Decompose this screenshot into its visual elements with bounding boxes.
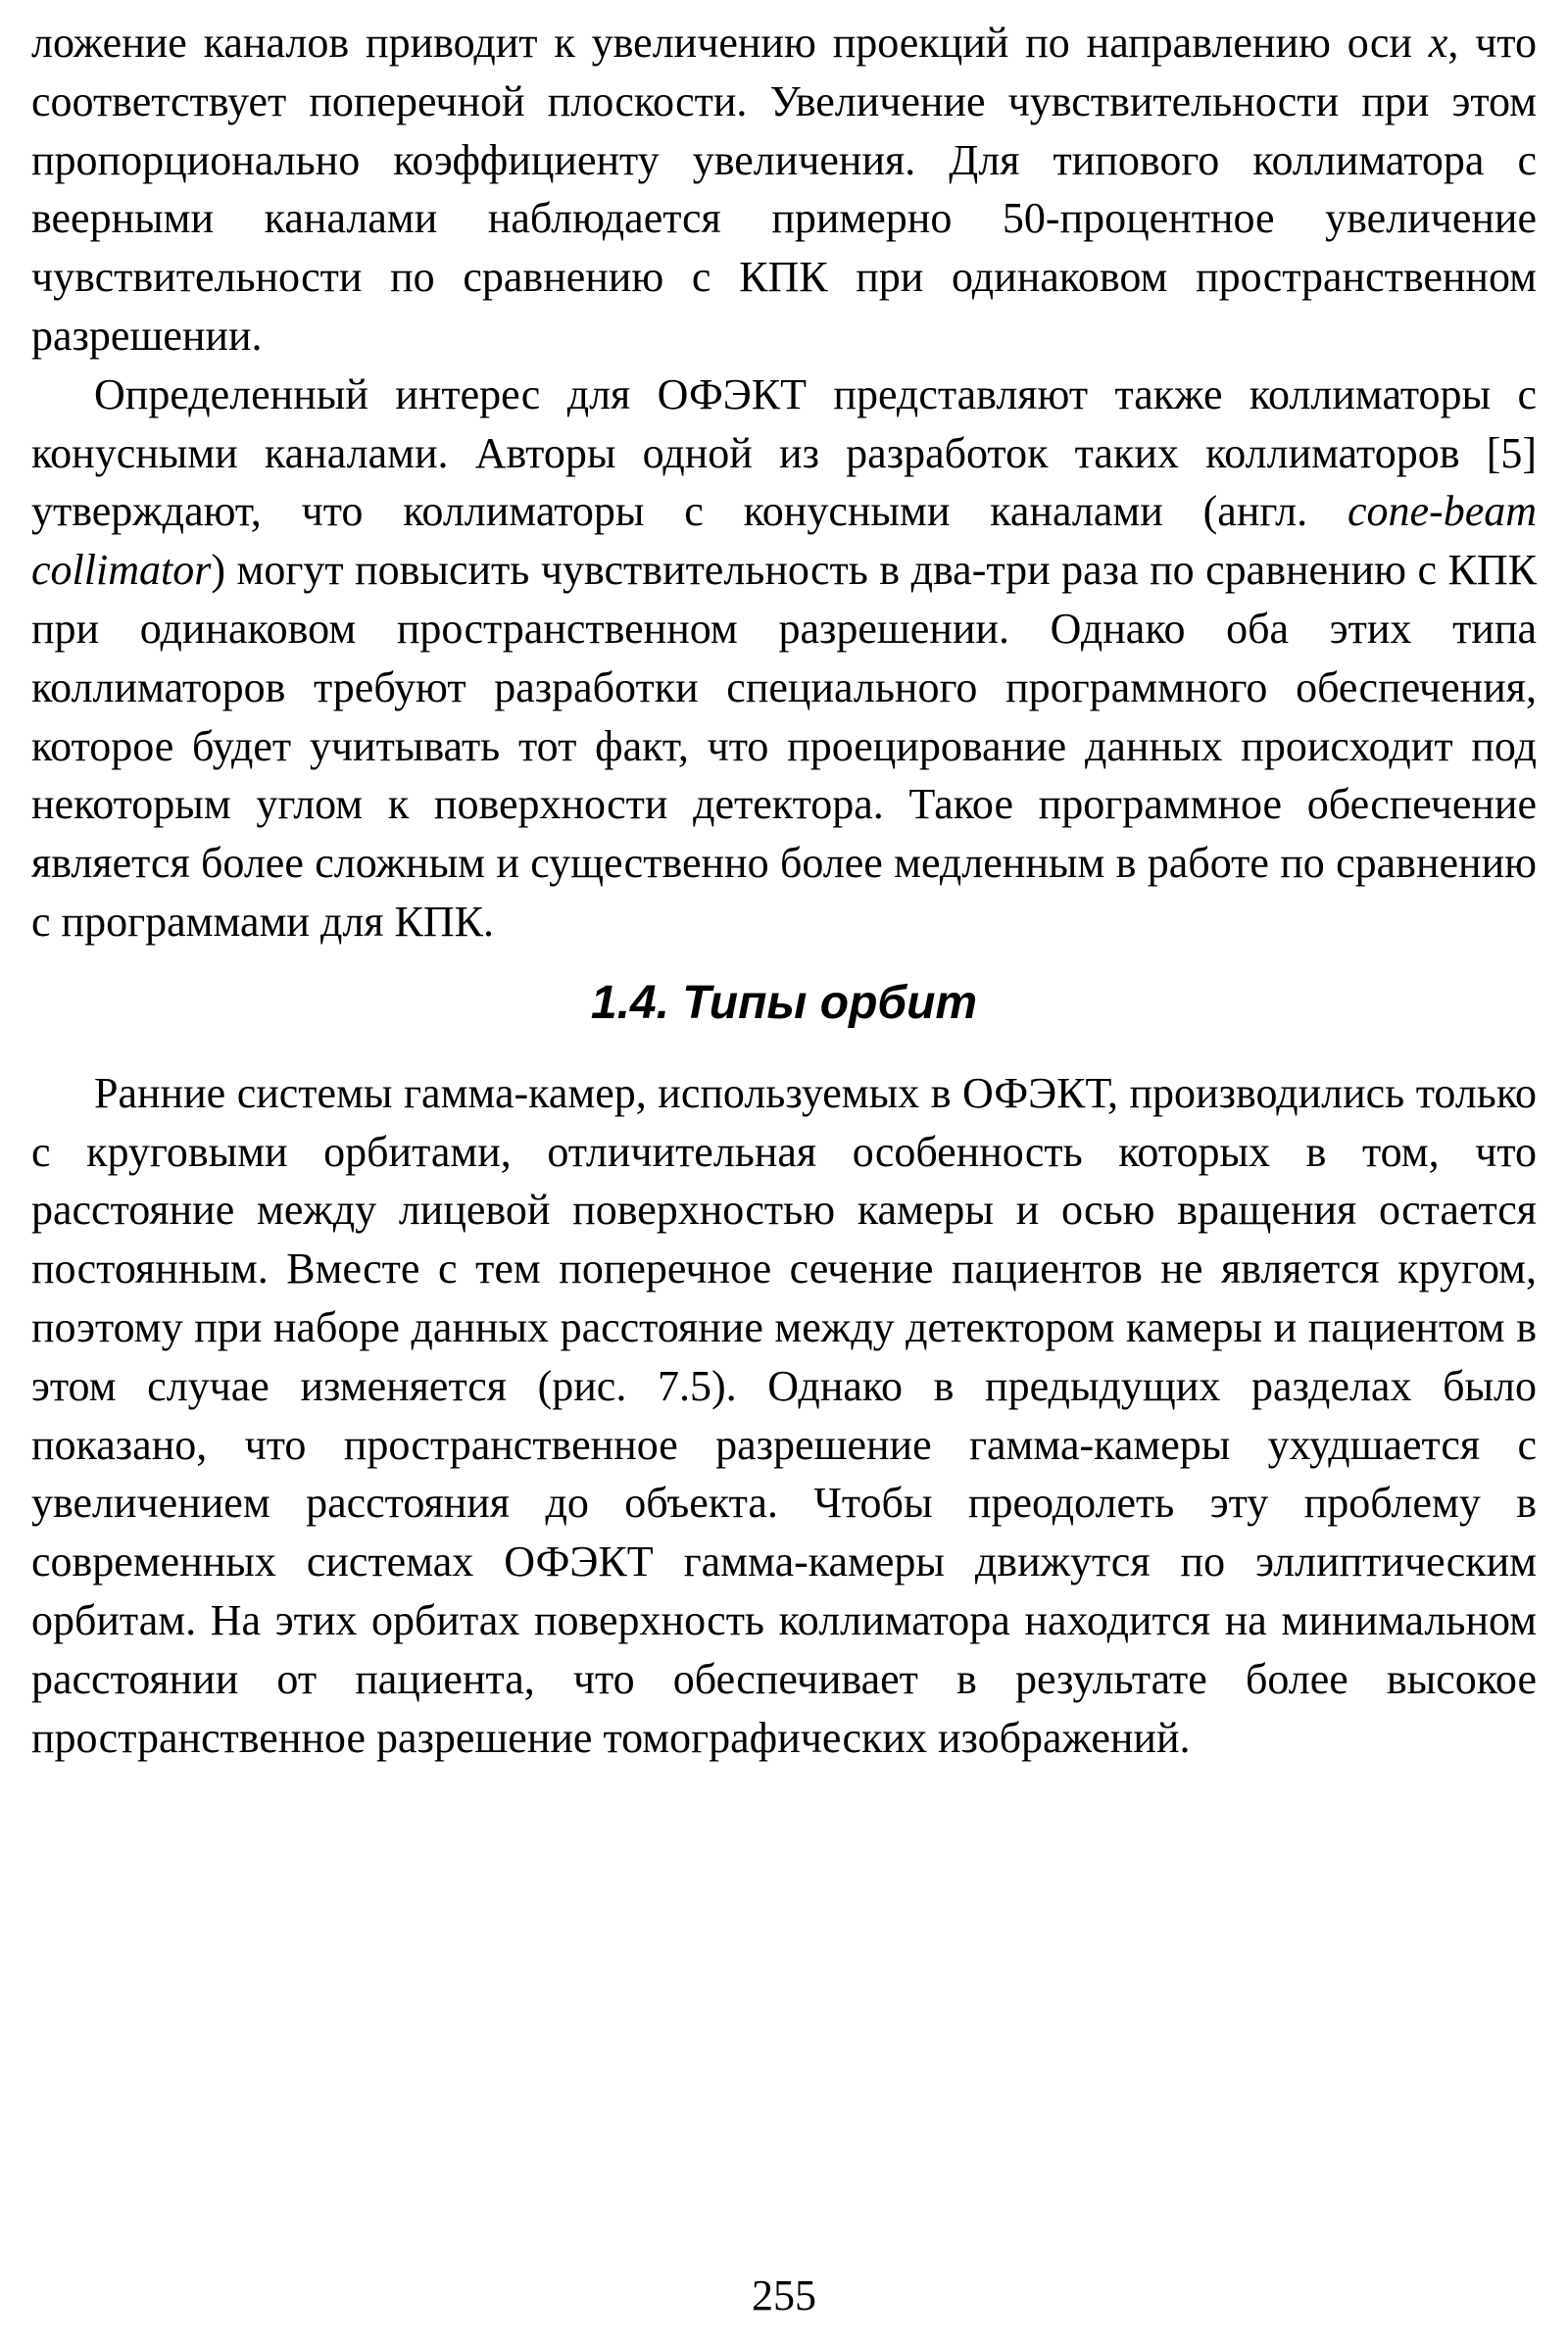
- axis-variable: x: [1428, 19, 1448, 67]
- page-number: 255: [752, 2271, 816, 2319]
- paragraph-orbits: Ранние системы гамма-камер, используемых в ОФЭКТ, производились только с круговыми орбитами, отличительная особенность которых в том, что расстояние между лицевой поверхностью камеры и осью вращения остается постоянным. Вместе с тем поперечное сечение пациентов не является кругом, поэтому при наборе данных расстояние между детектором камеры и пациентом в этом случае изменяется (рис. 7.5). Однако в предыдущих разделах было показано, что пространственное разрешение гамма-камеры ухудшается с увеличением расстояния до объекта. Чтобы преодолеть эту проблему в современных системах ОФЭКТ гамма-камеры движутся по эллиптическим орбитам. На этих орбитах поверхность коллиматора находится на минимальном расстоянии от пациента, что обеспечивает в результате более высокое пространственное разрешение томографических изображений.: [31, 1068, 1537, 1762]
- section-heading: 1.4. Типы орбит: [590, 976, 978, 1029]
- paragraph-continuation: [31, 14, 1537, 366]
- paragraph-2-text-a: Определенный интерес для ОФЭКТ представляют также коллиматоры с конусными каналами. Авторы одной из разработок таких коллиматоров [5] утверждают, что коллиматоры с конусными каналами (англ.: [31, 369, 1537, 536]
- paragraph-1-text-b: , что соответствует поперечной плоскости. Увеличение чувствительности при этом пропорционально коэффициенту увеличения. Для типового коллиматора с веерными каналами наблюдается примерно 50-процентное увеличение чувствительности по сравнению с КПК при одинаковом пространственном разрешении.: [31, 19, 1537, 360]
- paragraph-1-text-a: ложение каналов приводит к увеличению проекций по направлению оси: [31, 19, 1429, 67]
- paragraph-2-text-b: ) могут повысить чувствительность в два-три раза по сравнению с КПК при одинаковом пространственном разрешении. Однако оба этих типа коллиматоров требуют разработки специального программного обеспечения, которое будет учитывать тот факт, что проецирование данных происходит под некоторым углом к поверхности детектора. Такое программное обеспечение является более сложным и существенно более медленным в работе по сравнению с программами для КПК.: [31, 546, 1537, 946]
- english-term: cone-beam collimator: [31, 487, 1537, 595]
- page-body: [31, 14, 1537, 1767]
- paragraph-cone-beam: [31, 366, 1537, 951]
